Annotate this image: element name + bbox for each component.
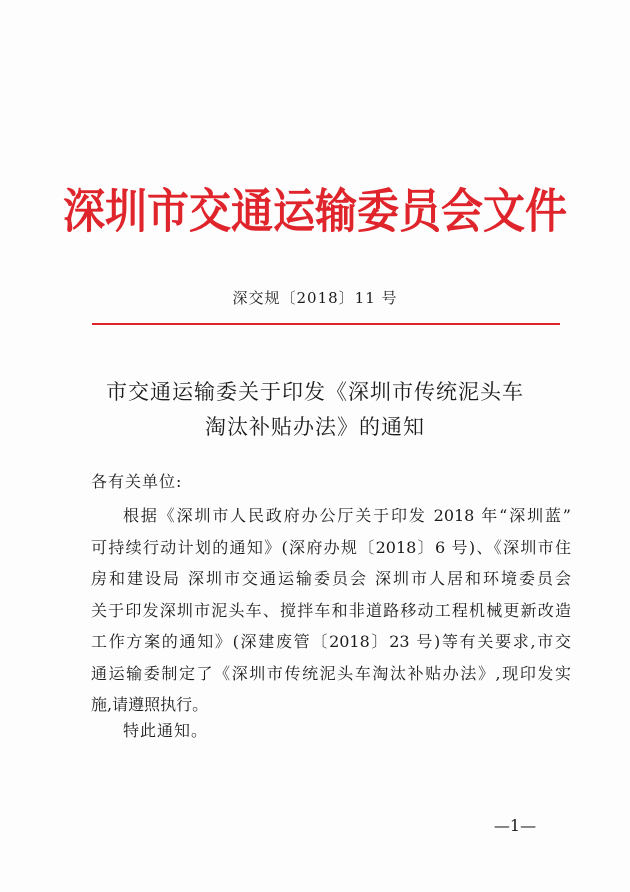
body-line: 房和建设局 深圳市交通运输委员会 深圳市人居和环境委员会 [91, 569, 571, 588]
body-line: 关于印发深圳市泥头车、搅拌车和非道路移动工程机械更新改造 [91, 600, 571, 620]
body-line: 可持续行动计划的通知》(深府办规〔2018〕6 号)、《深圳市住 [91, 537, 571, 557]
body-line: 施,请遵照执行。 [91, 695, 209, 714]
body-line: 根据《深圳市人民政府办公厅关于印发 2018 年“深圳蓝” [123, 506, 571, 525]
page-number: —1— [493, 816, 537, 835]
red-divider [92, 323, 560, 325]
closing-remark: 特此通知。 [123, 721, 209, 740]
document-number: 深交规〔2018〕11 号 [232, 289, 398, 307]
notice-title [60, 375, 570, 445]
notice-title-line-2: 淘汰补贴办法》的通知 [205, 415, 425, 439]
notice-title-line-1: 市交通运输委关于印发《深圳市传统泥头车 [106, 380, 524, 404]
body-line: 工作方案的通知》(深建废管〔2018〕23 号)等有关要求,市交 [91, 632, 571, 651]
salutation: 各有关单位: [91, 472, 183, 491]
notice-body [91, 500, 571, 721]
issuer-header: 深圳市交通运输委员会文件 [62, 183, 567, 239]
body-line: 通运输委制定了《深圳市传统泥头车淘汰补贴办法》,现印发实 [91, 663, 571, 683]
